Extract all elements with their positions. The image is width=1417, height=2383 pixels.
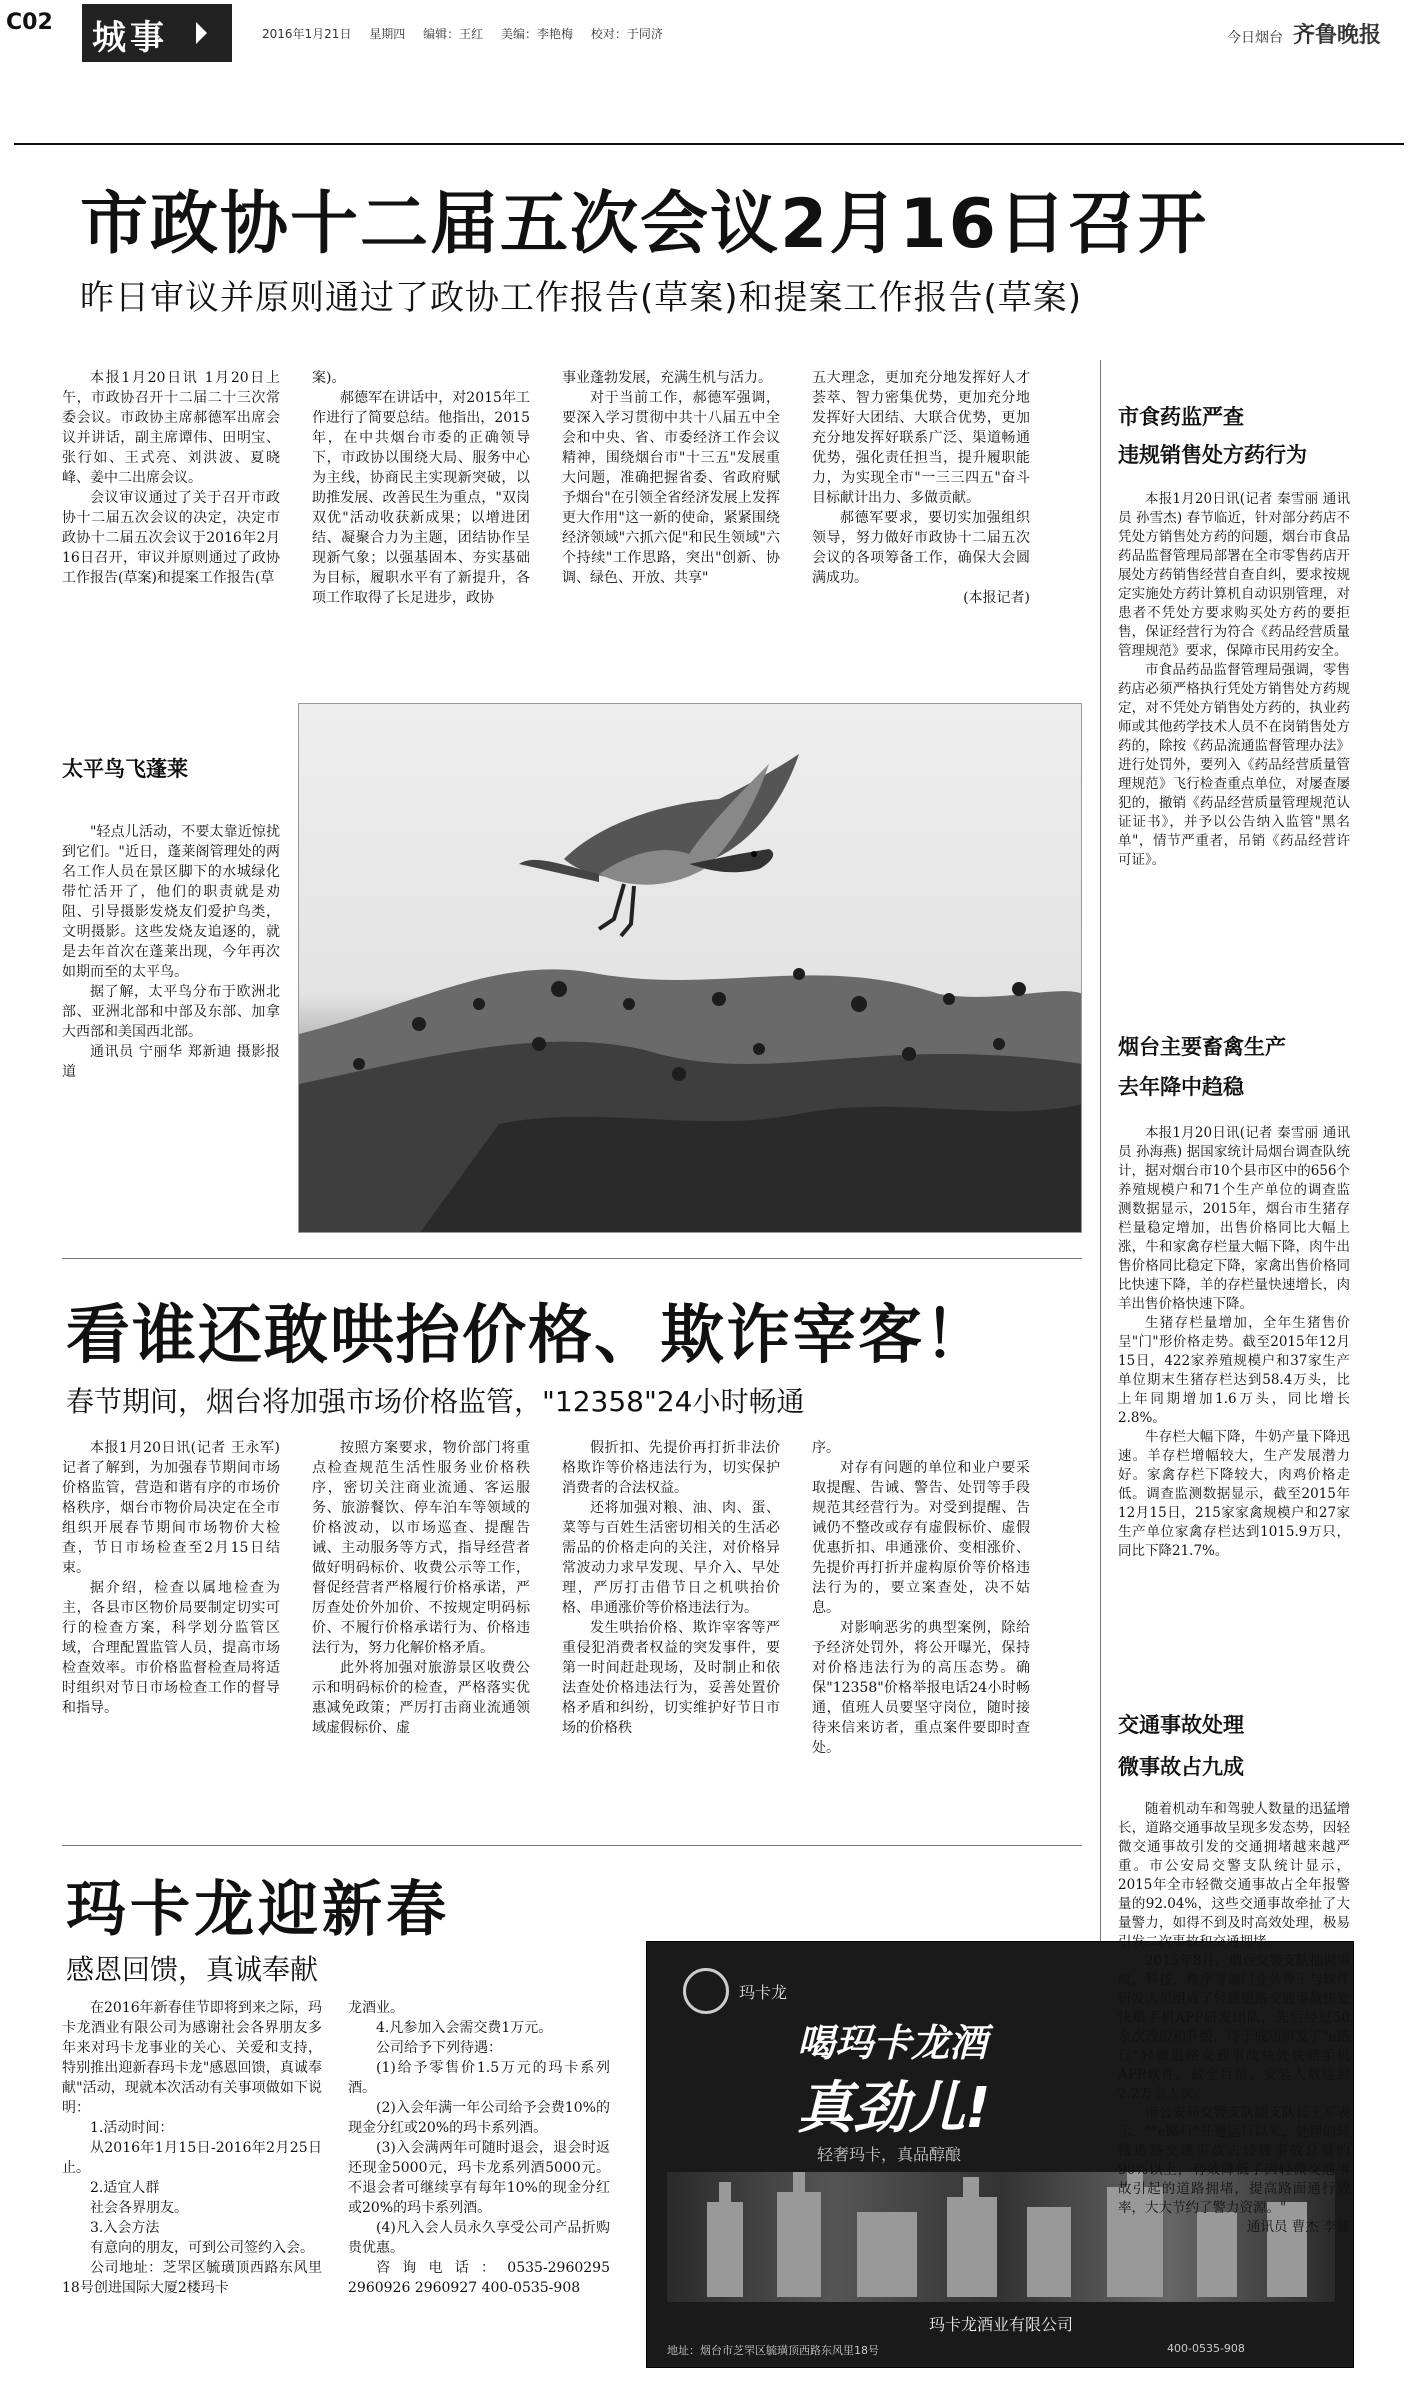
makalon-col-1: 在2016年新春佳节即将到来之际，玛卡龙酒业有限公司为感谢社会各界朋友多年来对玛卡龙事业的关心、关爱和支持，特别推出迎新春玛卡龙"感恩回馈，真诚奉献"活动，现就本次活动有关事项做如下说明： 1.活动时间： 从2016年1月15日-2016年2月25日止。 2.适宜人群 社会各界朋友。 3.入会方法 有意向的朋友，可到公司签约入会。 公司地址：芝罘区毓璜顶西路东风里18号创进国际大厦2楼玛卡 — [62, 2000, 322, 2296]
makalon-headline: 玛卡龙迎新春 — [66, 1875, 450, 1945]
ad-address: 地址：烟台市芝罘区毓璜顶西路东风里18号 — [667, 2344, 879, 2357]
side2-text: 本报1月20日讯(记者 秦雪丽 通讯员 孙海燕) 据国家统计局烟台调查队统计，据对烟台市10个县市区中的656个养殖规模户和71个生产单位的调查监测数据显示，2015年，烟台市生猪存栏量稳定增加，出售价格同比大幅上涨，牛和家禽存栏量大幅下降，肉牛出售价格同比稳定下降，家禽出售价格同比快速下降，羊的存栏量快速增长，肉羊出售价格快速下降。 生猪存栏量增加，全年生猪售价呈"门"形价格走势。截至2015年12月15日，422家养殖规模户和37家生产单位期末生猪存栏达到58.4万头，比上年同期增加1.6万头，同比增长2.8%。 牛存栏大幅下降，牛奶产量下降迅速。羊存栏增幅较大，生产发展潜力好。家禽存栏下降较大，肉鸡价格走低。调查监测数据显示，截至2015年12月15日，215家家禽规模户和27家生产单位家禽存栏达到1015.9万只，同比下降21.7%。 — [1118, 1125, 1350, 1559]
price-col-4: 序。 对存有问题的单位和业户要采取提醒、告诫、警告、处罚等手段规范其经营行为。对受到提醒、告诫仍不整改或存有虚假标价、虚假优惠折扣、串通涨价、变相涨价、先提价再打折并虚构原价等价格违法行为的，要立案查处，决不姑息。 对影响恶劣的典型案例，除给予经济处罚外，将公开曝光，保持对价格违法行为的高压态势。确保"12358"价格举报电话24小时畅通，值班人员要坚守岗位，随时接待来信来访者，重点案件要即时查处。 — [812, 1440, 1030, 1756]
ad-brand: 玛卡龙 — [739, 1983, 788, 2002]
side3-credit: 通讯员 曹杰 李娜 — [1246, 2219, 1350, 2235]
side3-text: 随着机动车和驾驶人数量的迅猛增长，道路交通事故呈现多发态势，因轻微交通事故引发的交通拥堵越来越严重。市公安局交警支队统计显示，2015年全市轻微交通事故占全年报警量的92.04%，这些交通事故牵扯了大量警力，如得不到及时高效处理，极易引发二次事故和交通拥堵。 2015年8月，烟台交警支队抽调事故、科技、秩序等部门业务骨干与软件研发人员组成了轻微道路交通事故快处快赔手机APP研发团队，先后经过50余次改版和升级，终于成功研发了"e路行"轻微道路交通事故快处快赔手机APP软件。截至目前，安装人数达到2.2万余人次。 市公安局交警支队副支队长王军表示，""e路行"开通运行以来，处理的轻微道路交通事故占轻微事故总量的90%以上，有效降低了因轻微交通事故引起的道路拥堵，提高路面通行效率，大大节约了警力资源。" 通讯员 曹杰 李娜 — [1118, 1801, 1350, 2235]
edition-name: 今日烟台 — [1226, 30, 1283, 46]
ad-big-text: 真劲儿! — [797, 2076, 991, 2141]
page-number: C02 — [6, 10, 53, 35]
section-name: 城事 — [92, 18, 168, 58]
weekday: 星期四 — [369, 27, 406, 41]
arrow-icon — [196, 22, 218, 44]
lead-subhead: 昨日审议并原则通过了政协工作报告(草案)和提案工作报告(草案) — [80, 278, 1083, 318]
date: 2016年1月21日 — [262, 27, 352, 41]
side2-title-1: 烟台主要畜禽生产 — [1118, 1035, 1286, 1059]
bird-text: "轻点儿活动，不要太靠近惊扰到它们。"近日，蓬莱阁管理处的两名工作人员在景区脚下的水城绿化带忙活开了，他们的职责就是劝阻、引导摄影发烧友们爱护鸟类，文明摄影。这些发烧友追逐的，就是去年首次在蓬莱出现，今年再次如期而至的太平鸟。 据了解，太平鸟分布于欧洲北部、亚洲北部和中部及东部、加拿大西部和美国西北部。 通讯员 宁丽华 郑新迪 摄影报道 — [62, 824, 280, 1080]
ad-slogan: 喝玛卡龙酒 — [797, 2021, 988, 2065]
makalon-col-2: 龙酒业。 4.凡参加入会需交费1万元。 公司给予下列待遇： (1)给予零售价1.5万元的玛卡系列酒。 (2)入会年满一年公司给予会费10%的现金分红或20%的玛卡系列酒。 (3)入会满两年可随时退会，退会时返还现金5000元，玛卡龙系列酒5000元。不退会者可继续享有每年10%的现金分红或20%的玛卡系列酒。 (4)凡入会人员永久享受公司产品折购贵优惠。 咨询电话：0535-2960295 2960926 2960927 400-0535-908 — [348, 2000, 610, 2296]
price-col-3: 假折扣、先提价再打折非法价格欺诈等价格违法行为，切实保护消费者的合法权益。 还将加强对粮、油、肉、蛋、菜等与百姓生活密切相关的生活必需品的价格走向的关注，对价格异常波动力求早发现、早介入、早处理，严厉打击借节日之机哄抬价格、串通涨价等价格违法行为。 发生哄抬价格、欺诈宰客等严重侵犯消费者权益的突发事件，要第一时间赶赴现场，及时制止和依法查处价格违法行为，妥善处置价格矛盾和纠纷，切实维护好节日市场的价格秩 — [562, 1440, 780, 1736]
side1-text: 本报1月20日讯(记者 秦雪丽 通讯员 孙雪杰) 春节临近，针对部分药店不凭处方销售处方药的问题，烟台市食品药品监督管理局部署在全市零售药店开展处方药销售经营自查自纠，要求按规定实施处方药计算机自动识别管理，对患者不凭处方要求购买处方药的要拒售，保证经营行为符合《药品经营质量管理规范》要求，保障市民用药安全。 市食品药品监督管理局强调，零售药店必须严格执行凭处方销售处方药规定，对不凭处方销售处方药的，执业药师或其他药学技术人员不在岗销售处方药的，除按《药品流通监督管理办法》进行处罚外，要列入《药品经营质量管理规范》飞行检查重点单位，对屡查屡犯的，撤销《药品经营质量管理规范认证证书》，并予以公告纳入监管"黑名单"，情节严重者，吊销《药品经营许可证》。 — [1118, 491, 1350, 868]
lead-col-1: 本报1月20日讯 1月20日上午，市政协召开十二届二十三次常委会议。市政协主席郝德军出席会议并讲话，副主席谭伟、田明宝、张行如、王式亮、刘洪波、夏晓峰、姜中二出席会议。 会议审议通过了关于召开市政协十二届五次会议的决定，决定市政协十二届五次会议于2016年2月16日召开，审议并原则通过了政协工作报告(草案)和提案工作报告(草 — [62, 370, 280, 586]
makalon-top-rule — [62, 1845, 1082, 1846]
lead-col-4: 五大理念，更加充分地发挥好人才荟萃、智力密集优势，更加充分地发挥好大团结、大联合优势，更加充分地发挥好联系广泛、渠道畅通优势，强化责任担当，提升履职能力，为实现全市"一三三四五"奋斗目标献计出力、多做贡献。 郝德军要求，要切实加强组织领导，努力做好市政协十二届五次会议的各项筹备工作，确保大会圆满成功。 (本报记者) — [812, 370, 1030, 606]
side1-title-1: 市食药监严查 — [1118, 405, 1244, 429]
header-meta — [262, 25, 677, 42]
price-subhead: 春节期间，烟台将加强市场价格监管，"12358"24小时畅通 — [66, 1385, 805, 1418]
side3-title-2: 微事故占九成 — [1118, 1755, 1244, 1779]
art-editor: 美编：李艳梅 — [500, 27, 573, 41]
side3-title-1: 交通事故处理 — [1118, 1713, 1244, 1737]
lead-col-2: 案)。 郝德军在讲话中，对2015年工作进行了简要总结。他指出，2015年，在中共烟台市委的正确领导下，市政协以围绕大局、服务中心为主线，协商民主实现新突破，以助推发展、改善民生为重点，"双岗双优"活动收获新成果；以增进团结、凝聚合力为主题，团结协作呈现新气象；以强基固本、夯实基础为目标，履职水平有了新提升，各项工作取得了长足进步，政协 — [312, 370, 530, 606]
proofreader: 校对：于同济 — [590, 27, 663, 41]
bird-credit: 通讯员 宁丽华 郑新迪 摄影报道 — [62, 1044, 280, 1080]
side1-title-2: 违规销售处方药行为 — [1118, 443, 1307, 467]
masthead — [1227, 18, 1381, 49]
side2-title-2: 去年降中趋稳 — [1118, 1075, 1244, 1099]
ad-tagline: 轻奢玛卡，真品醇酿 — [817, 2145, 962, 2164]
price-top-rule — [62, 1258, 1082, 1259]
lead-byline: (本报记者) — [963, 590, 1030, 606]
paper-logo: 齐鲁晚报 — [1292, 22, 1381, 48]
lead-headline: 市政协十二届五次会议2月16日召开 — [80, 185, 1208, 264]
brand-logo-icon — [683, 1968, 729, 2014]
bird-icon — [299, 704, 1082, 1233]
ad-phone: 400-0535-908 — [1167, 2342, 1245, 2355]
editor: 编辑：王红 — [423, 27, 484, 41]
price-headline: 看谁还敢哄抬价格、欺诈宰客！ — [66, 1299, 990, 1373]
price-col-1: 本报1月20日讯(记者 王永军) 记者了解到，为加强春节期间市场价格监管，营造和谐有序的市场价格秩序，烟台市物价局决定在全市组织开展春节期间市场物价大检查，节日市场检查至2月15日结束。 据介绍，检查以属地检查为主，各县市区物价局要制定切实可行的检查方案，科学划分监管区域，合理配置监管人员，提高市场检查效率。市价格监督检查局将适时组织对节日市场检查工作的督导和指导。 — [62, 1440, 280, 1716]
ad-company: 玛卡龙酒业有限公司 — [928, 2315, 1073, 2334]
bird-photo — [298, 703, 1082, 1233]
lead-col-3: 事业蓬勃发展，充满生机与活力。 对于当前工作，郝德军强调，要深入学习贯彻中共十八届五中全会和中央、省、市委经济工作会议精神，围绕烟台市"十三五"发展重大问题，准确把握省委、省政府赋予烟台"在引领全省经济发展上发挥更大作用"这一新的使命，紧紧围绕经济领域"六抓六促"和民生领域"六个持续"工作思路，突出"创新、协调、绿色、开放、共享" — [562, 370, 780, 586]
bird-title: 太平鸟飞蓬莱 — [62, 757, 188, 781]
price-col-2: 按照方案要求，物价部门将重点检查规范生活性服务业价格秩序，密切关注商业流通、客运服务、旅游餐饮、停车泊车等领域的价格波动，以市场巡查、提醒告诫、主动服务等方式，指导经营者做好明码标价、收费公示等工作，督促经营者严格履行价格承诺，严厉查处价外加价、不按规定明码标价、不履行价格承诺行为、价格违法行为，努力化解价格矛盾。 此外将加强对旅游景区收费公示和明码标价的检查，严格落实优惠减免政策；严厉打击商业流通领域虚假标价、虚 — [312, 1440, 530, 1736]
makalon-subhead: 感恩回馈，真诚奉献 — [66, 1953, 319, 1986]
header-rule — [14, 143, 1404, 145]
